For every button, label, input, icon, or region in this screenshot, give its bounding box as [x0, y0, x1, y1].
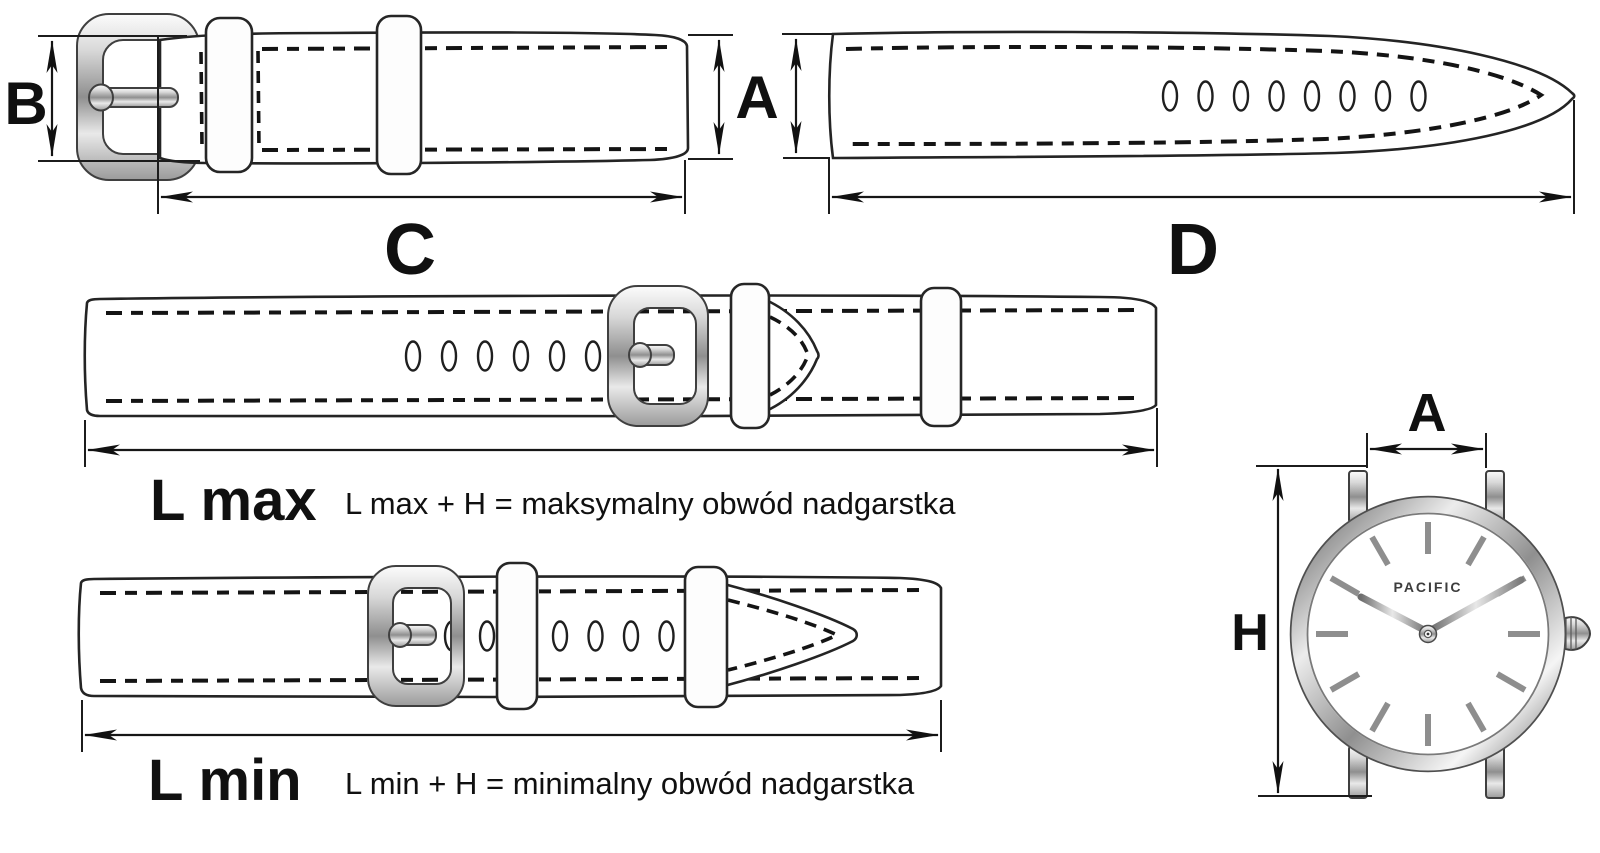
label-lmax: L max [150, 468, 317, 533]
strap-hole [550, 342, 564, 371]
strap-keeper [921, 288, 961, 426]
strap-hole [589, 622, 603, 651]
buckle-piece-diagram [4, 14, 846, 290]
strap-hole [478, 342, 492, 371]
label-lmin: L min [148, 748, 302, 813]
lmax-diagram [85, 284, 1157, 533]
strap-keeper [206, 18, 252, 172]
formula-lmax: L max + H = maksymalny obwód nadgarstka [345, 486, 956, 521]
strap-hole [1341, 82, 1355, 111]
strap-hole [514, 342, 528, 371]
watch-brand: PACIFIC [1393, 579, 1463, 595]
label-b: B [4, 70, 48, 137]
label-h: H [1231, 604, 1269, 662]
strap-hole [586, 342, 600, 371]
dimension-lmax [85, 408, 1157, 533]
strap-hole [1234, 82, 1248, 111]
strap-hole [480, 622, 494, 651]
buckle-pin-head [629, 343, 651, 367]
strap-hole [660, 622, 674, 651]
strap-keeper [497, 563, 537, 709]
strap-hole [1199, 82, 1213, 111]
strap-hole [1270, 82, 1284, 111]
label-a-watch: A [1407, 383, 1447, 443]
tip-piece-diagram [829, 32, 1574, 290]
strap-keeper [377, 16, 421, 174]
strap-hole [1163, 82, 1177, 111]
buckle-pin-head [389, 623, 411, 647]
dimension-a-watch [1367, 383, 1486, 468]
dimension-lmin [82, 700, 941, 813]
dimension-a-top [688, 34, 846, 159]
strap-hole [1412, 82, 1426, 111]
strap-hole [553, 622, 567, 651]
watch-diagram [1231, 383, 1590, 798]
strap-keeper [685, 567, 727, 707]
strap-hole [1305, 82, 1319, 111]
formula-lmin: L min + H = minimalny obwód nadgarstka [345, 766, 915, 801]
strap-hole [406, 342, 420, 371]
label-d: D [1167, 210, 1219, 290]
strap-keeper [731, 284, 769, 428]
label-a-top: A [735, 64, 779, 131]
strap-hole [1376, 82, 1390, 111]
strap-hole [442, 342, 456, 371]
lmin-diagram [79, 563, 941, 813]
strap-hole [624, 622, 638, 651]
hands-hub-dot [1427, 633, 1430, 636]
label-c: C [384, 210, 436, 290]
buckle-pin-head [89, 85, 113, 111]
